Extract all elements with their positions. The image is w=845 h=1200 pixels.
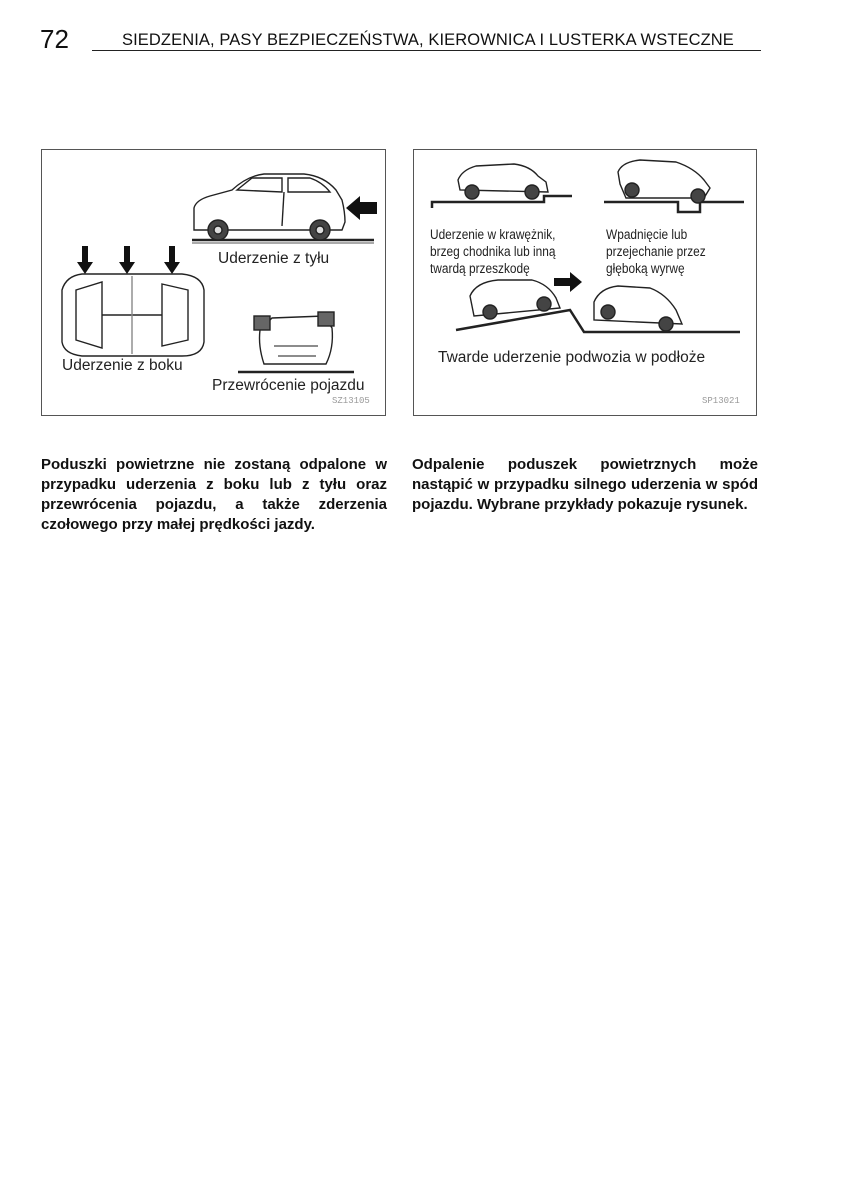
pothole-car-illustration <box>604 160 744 212</box>
caption-side-impact: Uderzenie z boku <box>62 357 183 374</box>
side-impact-arrows <box>77 246 180 274</box>
figure-deployment <box>413 149 757 416</box>
paragraph-non-deployment: Poduszki powietrzne nie zostaną odpalone w przypadku uderzenia z boku lub z tyłu oraz przewrócenia pojazdu, a także zderzenia czołowego przy małej prędkości jazdy. <box>41 456 387 533</box>
page-number: 72 <box>40 24 69 54</box>
header-rule <box>92 50 761 51</box>
figure-code: SP13021 <box>702 396 740 406</box>
underbody-impact-car-illustration <box>456 280 740 332</box>
figure-code: SZ13105 <box>332 396 370 406</box>
curb-impact-car-illustration <box>432 164 572 208</box>
caption-rear-impact: Uderzenie z tyłu <box>218 250 330 267</box>
rollover-car-illustration <box>238 312 354 372</box>
caption-underbody-impact: Twarde uderzenie podwozia w podłoże <box>438 349 706 366</box>
caption-curb-impact: Uderzenie w krawężnik, brzeg chodnika lub inną twardą przeszkodę <box>430 227 556 276</box>
direction-arrow <box>554 272 582 292</box>
side-impact-car-illustration <box>62 274 204 356</box>
figure-non-deployment <box>41 149 386 416</box>
rear-impact-arrow <box>346 196 377 220</box>
paragraph-deployment: Odpalenie poduszek powietrznych może nastąpić w przypadku silnego uderzenia w spód pojazdu. Wybrane przykłady pokazuje rysunek. <box>412 456 758 513</box>
caption-pothole: Wpadnięcie lub przejechanie przez głęboką wyrwę <box>606 227 706 276</box>
section-title: SIEDZENIA, PASY BEZPIECZEŃSTWA, KIEROWNICA I LUSTERKA WSTECZNE <box>122 31 734 49</box>
caption-rollover: Przewrócenie pojazdu <box>212 377 365 394</box>
